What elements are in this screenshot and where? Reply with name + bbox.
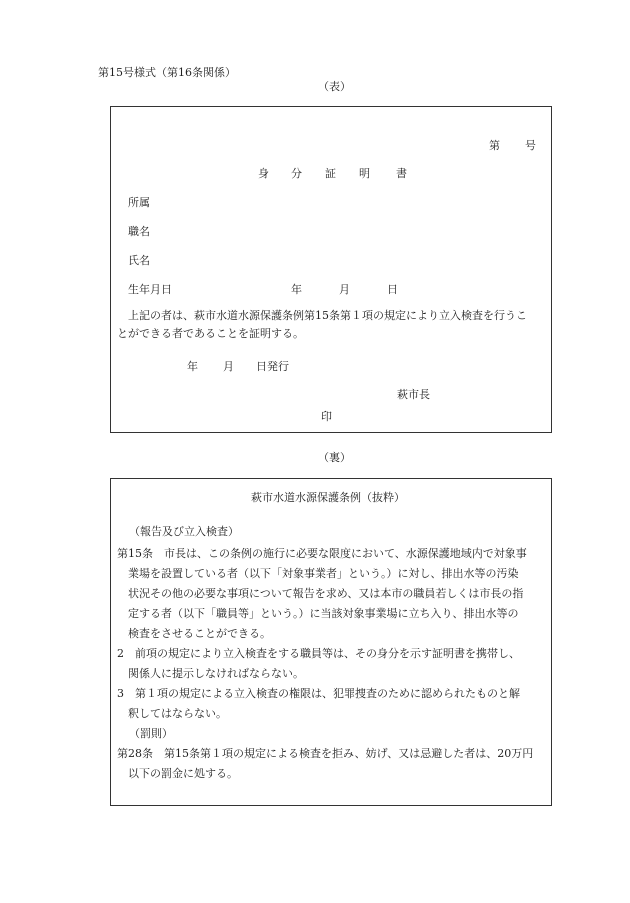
article28-line: 第28条 第15条第１項の規定による検査を拒み、妨げ、又は忌避した者は、20万円 (117, 747, 534, 760)
front-certificate-box (110, 106, 552, 433)
back-excerpt-box (110, 478, 552, 806)
form-label: 第15号様式（第16条関係） (98, 66, 236, 79)
article15-paragraph3-line: 3 第１項の規定による立入検査の権限は、犯罪捜査のために認められたものと解 (117, 687, 520, 700)
title-char: 身 (258, 167, 269, 180)
article15-line: 第15条 市長は、この条例の施行に必要な限度において、水源保護地域内で対象事 (117, 547, 527, 560)
birthdate-year: 年 (291, 283, 302, 296)
article15-line: 状況その他の必要な事項について報告を求め、又は本市の職員若しくは市長の指 (128, 587, 524, 600)
title-char: 書 (396, 167, 407, 180)
statement-line: とができる者であることを証明する。 (117, 327, 304, 340)
article15-paragraph3-line: 釈してはならない。 (128, 707, 227, 720)
title-char: 分 (291, 167, 302, 180)
issuer-name: 萩市長 (397, 388, 430, 401)
article28-line: 以下の罰金に処する。 (128, 767, 238, 780)
field-name-label: 氏名 (128, 254, 150, 267)
article15-line: 定する者（以下「職員等」という。）に当該対象事業場に立ち入り、排出水等の (128, 607, 519, 620)
front-side-label: （表） (318, 80, 351, 93)
certificate-number-go: 号 (525, 139, 536, 152)
article15-line: 業場を設置している者（以下「対象事業者」という。）に対し、排出水等の汚染 (128, 567, 519, 580)
issue-year: 年 (187, 360, 198, 373)
field-birthdate-label: 生年月日 (128, 283, 172, 296)
statement-line: 上記の者は、萩市水道水源保護条例第15条第１項の規定により立入検査を行うこ (128, 309, 527, 322)
title-char: 明 (359, 167, 370, 180)
birthdate-day: 日 (387, 283, 398, 296)
issue-month: 月 (223, 360, 234, 373)
section-heading-penalty: （罰則） (129, 727, 173, 740)
seal-mark: 印 (321, 410, 332, 423)
article15-line: 検査をさせることができる。 (128, 627, 271, 640)
field-position-label: 職名 (128, 225, 150, 238)
issue-day: 日発行 (256, 360, 289, 373)
certificate-number-dai: 第 (489, 139, 500, 152)
field-affiliation-label: 所属 (128, 196, 150, 209)
article15-paragraph2-line: 関係人に提示しなければならない。 (128, 667, 304, 680)
article15-paragraph2-line: 2 前項の規定により立入検査をする職員等は、その身分を示す証明書を携帯し、 (117, 647, 520, 660)
birthdate-month: 月 (339, 283, 350, 296)
title-char: 証 (325, 167, 336, 180)
section-heading-report: （報告及び立入検査） (129, 525, 239, 538)
excerpt-title: 萩市水道水源保護条例（抜粋） (251, 491, 405, 504)
back-side-label: （裏） (318, 451, 351, 464)
